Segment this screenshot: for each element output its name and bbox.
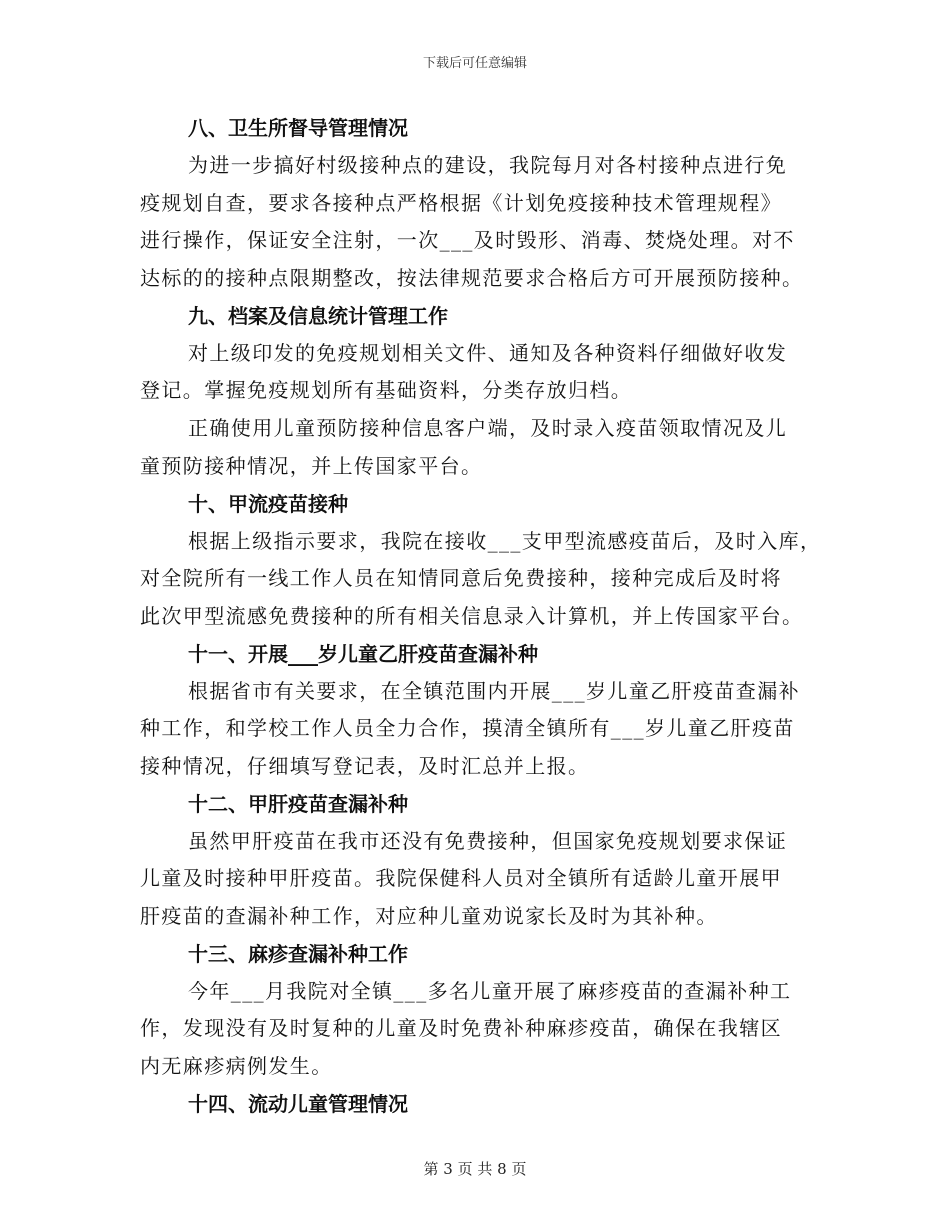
paragraph-line: 对上级印发的免疫规划相关文件、通知及各种资料仔细做好收发 <box>188 340 788 365</box>
document-section <box>140 786 820 936</box>
paragraph-line: 为进一步搞好村级接种点的建设，我院每月对各村接种点进行免 <box>188 153 788 177</box>
paragraph-line: 接种情况，仔细填写登记表，及时汇总并上报。 <box>140 753 590 778</box>
paragraph-line: 肝疫苗的查漏补种工作，对应种儿童劝说家长及时为其补种。 <box>140 904 718 928</box>
paragraph-line: 达标的的接种点限期整改，按法律规范要求合格后方可开展预防接种。 <box>140 266 804 291</box>
page-number: 第 3 页 共 8 页 <box>423 1160 527 1178</box>
paragraph-line: 疫规划自查，要求各接种点严格根据《计划免疫接种技术管理规程》 <box>140 190 782 215</box>
paragraph-line: 对全院所有一线工作人员在知情同意后免费接种，接种完成后及时将 <box>140 566 782 591</box>
page-header-note: 下载后可任意编辑 <box>422 56 527 71</box>
section-heading: 九、档案及信息统计管理工作 <box>188 303 448 328</box>
document-section <box>140 298 820 486</box>
document-body <box>140 110 820 1123</box>
paragraph-line: 种工作，和学校工作人员全力合作，摸清全镇所有___岁儿童乙肝疫苗 <box>140 716 795 741</box>
paragraph-line: 此次甲型流感免费接种的所有相关信息录入计算机，并上传国家平台。 <box>140 603 804 628</box>
paragraph-line: 作，发现没有及时复种的儿童及时免费补种麻疹疫苗，确保在我辖区 <box>140 1016 782 1041</box>
paragraph-line: 虽然甲肝疫苗在我市还没有免费接种，但国家免疫规划要求保证 <box>188 828 788 853</box>
paragraph-line: 根据上级指示要求，我院在接收___支甲型流感疫苗后，及时入库， <box>188 528 822 553</box>
section-heading: 十三、麻疹查漏补种工作 <box>188 941 408 966</box>
section-heading: 十一、开展___岁儿童乙肝疫苗查漏补种 <box>188 641 538 666</box>
document-section <box>140 636 820 786</box>
paragraph-line: 进行操作，保证安全注射，一次___及时毁形、消毒、焚烧处理。对不 <box>140 228 795 253</box>
document-section <box>140 486 820 636</box>
paragraph-line: 正确使用儿童预防接种信息客户端，及时录入疫苗领取情况及儿 <box>188 416 788 441</box>
document-section <box>140 936 820 1086</box>
paragraph-line: 童预防接种情况，并上传国家平台。 <box>140 453 483 478</box>
paragraph-line: 儿童及时接种甲肝疫苗。我院保健科人员对全镇所有适龄儿童开展甲 <box>140 866 782 891</box>
section-heading: 八、卫生所督导管理情况 <box>188 116 408 140</box>
paragraph-line: 根据省市有关要求，在全镇范围内开展___岁儿童乙肝疫苗查漏补 <box>188 678 800 703</box>
section-heading: 十二、甲肝疫苗查漏补种 <box>188 791 408 816</box>
document-section <box>140 110 820 298</box>
paragraph-line: 今年___月我院对全镇___多名儿童开展了麻疹疫苗的查漏补种工 <box>188 978 792 1003</box>
document-section <box>140 1086 820 1123</box>
paragraph-line: 登记。掌握免疫规划所有基础资料，分类存放归档。 <box>140 378 633 403</box>
section-heading: 十四、流动儿童管理情况 <box>188 1091 408 1116</box>
paragraph-line: 内无麻疹病例发生。 <box>140 1054 333 1079</box>
section-heading: 十、甲流疫苗接种 <box>188 491 348 516</box>
